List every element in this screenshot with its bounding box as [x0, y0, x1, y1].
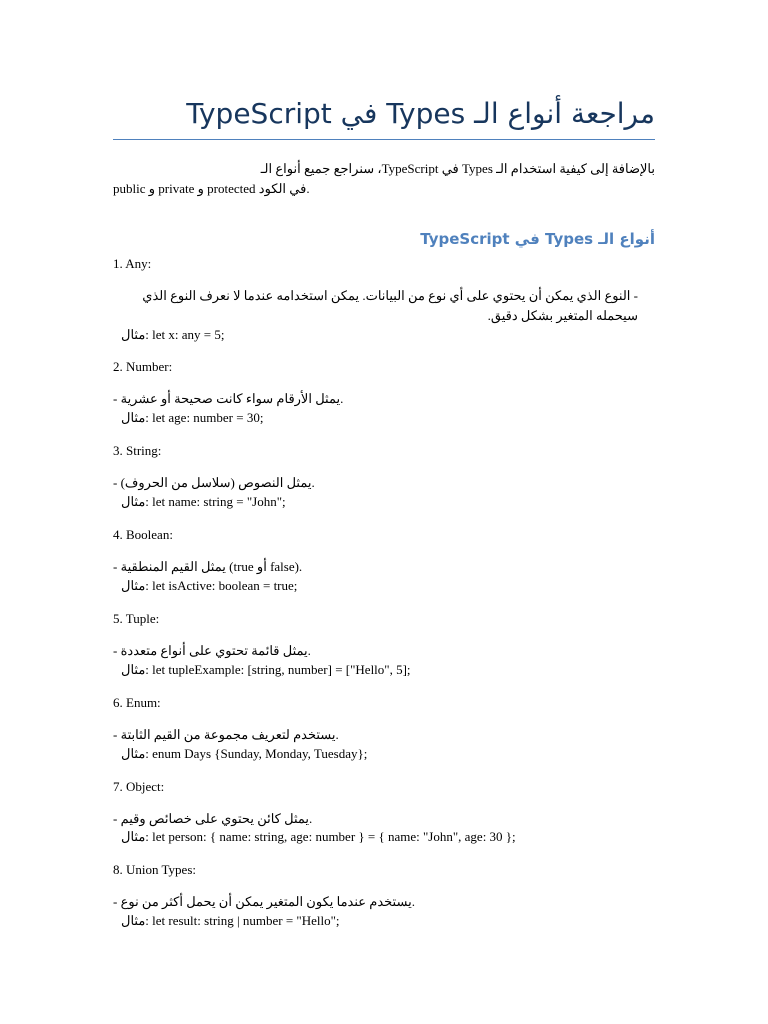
intro-line-2: public و private و protected في الكود.	[113, 181, 310, 196]
intro-line-1: بالإضافة إلى كيفية استخدام الـ Types في TypeScript، سنراجع جميع أنواع الـ	[260, 161, 655, 176]
item-number: 3. String:	[113, 443, 162, 458]
item-description: - يمثل الأرقام سواء كانت صحيحة أو عشرية.	[113, 391, 344, 406]
item-description: - يمثل القيم المنطقية (true أو false).	[113, 559, 303, 574]
item-number: 6. Enum:	[113, 695, 161, 710]
item-number: 1. Any:	[113, 256, 152, 271]
item-description: - يمثل كائن يحتوي على خصائص وقيم.	[113, 811, 313, 826]
item-example: مثال: let age: number = 30;	[121, 410, 264, 425]
title-underline	[113, 139, 655, 140]
item-number: 7. Object:	[113, 779, 165, 794]
item-number: 5. Tuple:	[113, 611, 160, 626]
item-example: مثال: let name: string = "John";	[121, 494, 286, 509]
item-example: مثال: let person: { name: string, age: number } = { name: "John", age: 30 };	[121, 829, 516, 844]
item-example: مثال: let x: any = 5;	[121, 327, 225, 342]
item-number: 4. Boolean:	[113, 527, 173, 542]
item-description: - يستخدم لتعريف مجموعة من القيم الثابتة.	[113, 727, 339, 742]
item-description: - النوع الذي يمكن أن يحتوي على أي نوع من البيانات. يمكن استخدامه عندما لا نعرف النوع الذي سيحمله المتغير بشكل دقيق.	[142, 288, 638, 323]
item-example: مثال: enum Days {Sunday, Monday, Tuesday};	[121, 746, 368, 761]
item-number: 8. Union Types:	[113, 862, 196, 877]
item-description: - يمثل قائمة تحتوي على أنواع متعددة.	[113, 643, 311, 658]
item-description: - يمثل النصوص (سلاسل من الحروف).	[113, 475, 315, 490]
item-example: مثال: let tupleExample: [string, number] = ["Hello", 5];	[121, 662, 411, 677]
intro-paragraph	[113, 159, 655, 199]
item-description: - يستخدم عندما يكون المتغير يمكن أن يحمل أكثر من نوع.	[113, 894, 415, 909]
section-heading: أنواع الـ Types في TypeScript	[420, 230, 655, 248]
item-example: مثال: let isActive: boolean = true;	[121, 578, 298, 593]
item-number: 2. Number:	[113, 359, 173, 374]
item-example: مثال: let result: string | number = "Hello";	[121, 913, 340, 928]
page-title: مراجعة أنواع الـ Types في TypeScript	[186, 97, 655, 130]
